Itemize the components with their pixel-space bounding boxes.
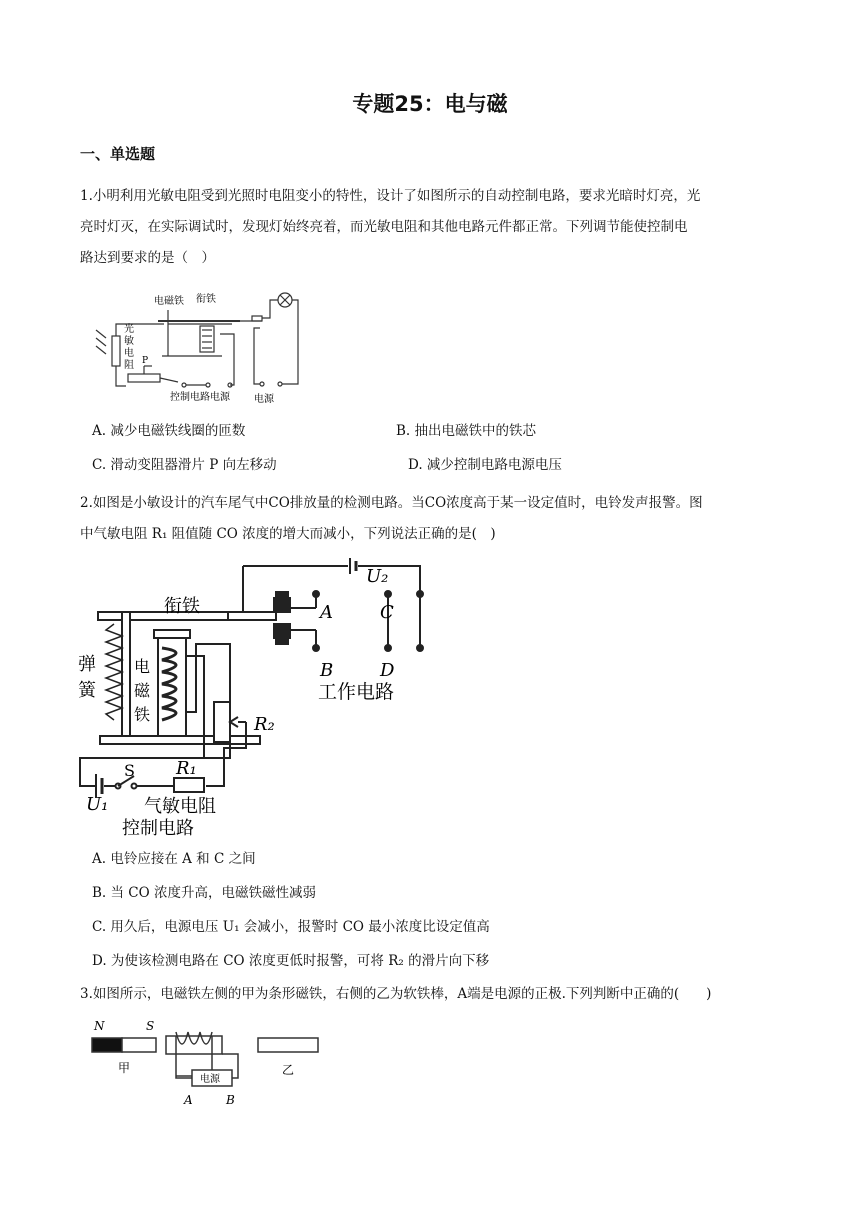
question-2-figure xyxy=(78,552,438,840)
q2-label-spring-1: 弹 xyxy=(78,654,96,675)
question-1-line-1: 1.小明利用光敏电阻受到光照时电阻变小的特性，设计了如图所示的自动控制电路，要求光暗时灯亮，光 xyxy=(80,188,701,204)
q2-label-em-3: 铁 xyxy=(134,705,151,724)
q3-label-jia: 甲 xyxy=(118,1061,131,1075)
q3-label-yi: 乙 xyxy=(282,1063,295,1077)
q1-label-photoresistor-1: 光 xyxy=(124,324,134,335)
q2-label-b: B xyxy=(320,660,334,681)
q2-label-switch: S xyxy=(124,761,135,780)
q3-label-a: A xyxy=(184,1093,193,1107)
question-1-figure xyxy=(92,290,302,408)
q2-option-c: C. 用久后，电源电压 U₁ 会减小，报警时 CO 最小浓度比设定值高 xyxy=(92,919,490,935)
q1-label-armature: 衔铁 xyxy=(196,294,216,305)
q1-label-control-power: 控制电路电源 xyxy=(170,392,230,403)
q2-label-u2: U₂ xyxy=(366,566,389,587)
q2-label-control-circuit: 控制电路 xyxy=(122,818,194,839)
q1-label-power: 电源 xyxy=(254,394,274,405)
q1-label-photoresistor-4: 阻 xyxy=(124,360,134,371)
question-1-line-2: 亮时灯灭，在实际调试时，发现灯始终亮着，而光敏电阻和其他电路元件都正常。下列调节能使控制电 xyxy=(80,219,688,235)
q1-label-slider: P xyxy=(142,356,149,366)
q2-option-a: A. 电铃应接在 A 和 C 之间 xyxy=(92,851,256,867)
question-1-line-3: 路达到要求的是（ ） xyxy=(80,250,215,266)
q2-label-d: D xyxy=(380,660,395,681)
question-3-figure xyxy=(88,1016,328,1122)
q2-option-d: D. 为使该检测电路在 CO 浓度更低时报警，可将 R₂ 的滑片向下移 xyxy=(92,953,490,969)
q1-label-photoresistor-3: 电 xyxy=(124,348,134,359)
q1-label-electromagnet: 电磁铁 xyxy=(154,296,184,307)
question-2-text xyxy=(80,488,780,550)
q1-option-d: D. 减少控制电路电源电压 xyxy=(408,457,562,473)
q1-label-photoresistor-2: 敏 xyxy=(124,336,134,347)
page-title: 专题25：电与磁 xyxy=(352,92,508,116)
question-2-line-2: 中气敏电阻 R₁ 阻值随 CO 浓度的增大而减小，下列说法正确的是( ) xyxy=(80,526,496,542)
q1-option-a: A. 减少电磁铁线圈的匝数 xyxy=(92,423,246,439)
q2-label-em-1: 电 xyxy=(134,657,151,676)
q2-label-armature: 衔铁 xyxy=(164,596,200,617)
q2-option-b: B. 当 CO 浓度升高，电磁铁磁性减弱 xyxy=(92,885,316,901)
question-3-line-1: 3.如图所示，电磁铁左侧的甲为条形磁铁，右侧的乙为软铁棒，A端是电源的正极.下列判断中正确的( ) xyxy=(80,986,712,1002)
q2-label-em-2: 磁 xyxy=(134,681,151,700)
q1-option-b: B. 抽出电磁铁中的铁芯 xyxy=(396,423,537,439)
q3-label-n: N xyxy=(94,1019,105,1033)
q2-label-working-circuit: 工作电路 xyxy=(318,681,395,703)
q3-label-b: B xyxy=(226,1093,235,1107)
q2-label-c: C xyxy=(380,602,394,623)
q2-label-u1: U₁ xyxy=(86,794,109,815)
section-heading: 一、单选题 xyxy=(80,145,156,163)
q2-label-a: A xyxy=(320,602,333,623)
q2-label-r2: R₂ xyxy=(254,714,275,735)
question-2-line-1: 2.如图是小敏设计的汽车尾气中CO排放量的检测电路。当CO浓度高于某一设定值时，电铃发声报警。图 xyxy=(80,495,703,511)
q3-label-s: S xyxy=(146,1019,155,1033)
q2-label-spring-2: 簧 xyxy=(78,680,96,701)
q3-label-power: 电源 xyxy=(200,1074,220,1085)
question-3-text xyxy=(80,979,780,1010)
q1-option-c: C. 滑动变阻器滑片 P 向左移动 xyxy=(92,457,277,473)
question-1-text xyxy=(80,181,780,274)
q2-label-r1: R₁ xyxy=(176,758,197,779)
q2-label-gas-resistor: 气敏电阻 xyxy=(144,796,216,817)
